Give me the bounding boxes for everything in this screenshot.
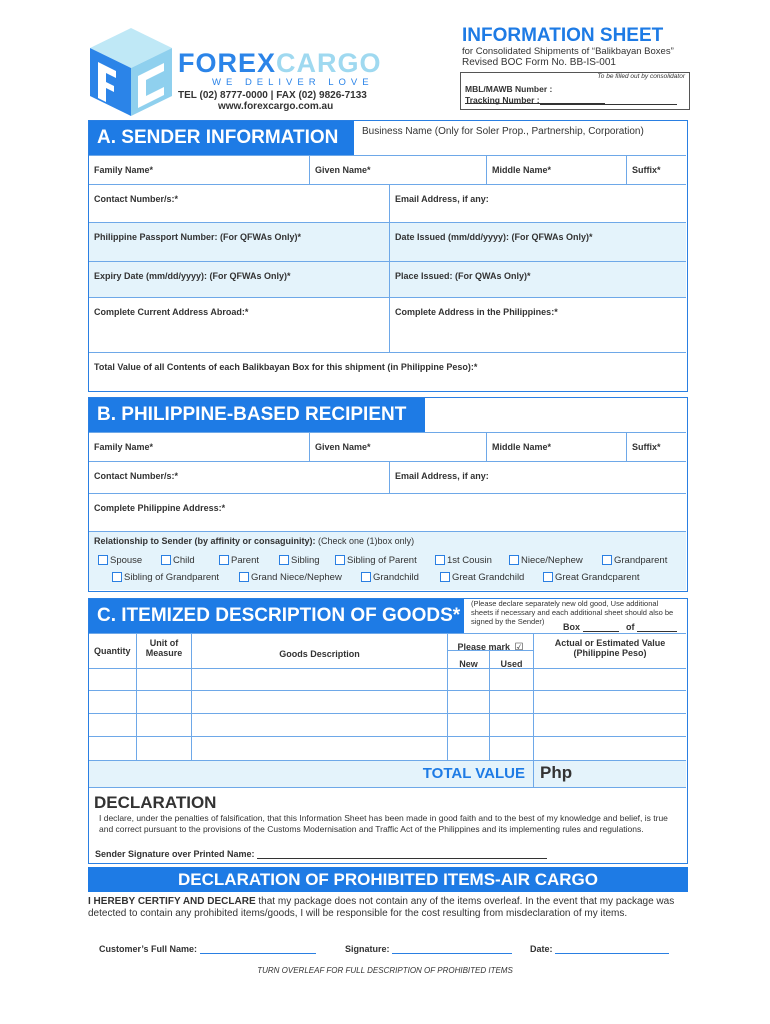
table-cell[interactable] xyxy=(192,737,448,761)
checkbox-icon[interactable] xyxy=(435,555,445,565)
brand-forex: FOREX xyxy=(178,48,277,78)
label: Measure xyxy=(145,648,183,658)
checkbox-sibling-of-grandparent[interactable] xyxy=(112,572,219,583)
goods-section-title: C. ITEMIZED DESCRIPTION OF GOODS* xyxy=(89,599,464,633)
label: Date Issued (mm/dd/yyyy): (For QFWAs Only)* xyxy=(395,232,593,242)
option-label: Spouse xyxy=(110,555,143,566)
tracking-label: Tracking Number : xyxy=(465,95,540,105)
label: Goods Description xyxy=(279,649,360,659)
label: Middle Name* xyxy=(492,442,552,452)
recipient-family-name[interactable] xyxy=(89,432,310,462)
sender-expiry[interactable] xyxy=(89,262,390,298)
table-cell[interactable] xyxy=(448,691,490,714)
checkbox-icon[interactable] xyxy=(279,555,289,565)
recipient-contact[interactable] xyxy=(89,462,390,494)
col-quantity xyxy=(89,633,137,669)
sender-contact[interactable] xyxy=(89,185,390,223)
subtitle-line-2: Revised BOC Form No. BB-IS-001 xyxy=(462,57,616,68)
label: Email Address, if any: xyxy=(395,471,489,481)
recipient-address[interactable] xyxy=(89,494,686,532)
option-label: Sibling xyxy=(291,555,320,566)
label: Complete Current Address Abroad:* xyxy=(94,307,249,317)
relationship-label: Relationship to Sender (by affinity or consaguinity): xyxy=(94,536,316,546)
label: Expiry Date (mm/dd/yyyy): (For QFWAs Only)* xyxy=(94,271,291,281)
table-cell[interactable] xyxy=(89,691,137,714)
option-label: Sibling of Parent xyxy=(347,555,417,566)
checkbox-sibling-of-parent[interactable] xyxy=(335,555,417,566)
sender-section-title: A. SENDER INFORMATION xyxy=(89,121,354,155)
prohibited-title: DECLARATION OF PROHIBITED ITEMS-AIR CARGO xyxy=(88,867,688,892)
checkbox-icon[interactable] xyxy=(361,572,371,582)
table-cell[interactable] xyxy=(534,691,686,714)
checkbox-great-grandchild[interactable] xyxy=(440,572,524,583)
label: (Philippine Peso) xyxy=(573,648,647,658)
checkbox-icon[interactable] xyxy=(98,555,108,565)
label: Family Name* xyxy=(94,442,154,452)
label: Used xyxy=(500,659,523,669)
tracking-field[interactable] xyxy=(465,95,677,105)
sender-address-abroad[interactable] xyxy=(89,298,390,353)
date-field[interactable] xyxy=(530,944,669,954)
table-cell[interactable] xyxy=(137,669,192,691)
table-cell[interactable] xyxy=(137,691,192,714)
table-cell[interactable] xyxy=(534,714,686,737)
recipient-email[interactable] xyxy=(390,462,686,494)
prohibited-body: that my package does not contain any of the items overleaf. In the event that my package was detected to contain any prohibited items/goods, I will be responsible for the cost resulting from misdeclaration of my items. xyxy=(88,896,675,919)
col-unit xyxy=(137,633,192,669)
label: Place Issued: (For QWAs Only)* xyxy=(395,271,531,281)
checkbox-icon[interactable] xyxy=(335,555,345,565)
table-cell[interactable] xyxy=(89,737,137,761)
tagline: WE DELIVER LOVE xyxy=(212,77,374,88)
table-cell[interactable] xyxy=(490,714,534,737)
table-cell[interactable] xyxy=(192,691,448,714)
checkbox-parent[interactable] xyxy=(219,555,259,566)
table-cell[interactable] xyxy=(89,714,137,737)
sender-total-value[interactable] xyxy=(89,353,686,390)
goods-section xyxy=(88,598,688,864)
label: Unit of xyxy=(149,638,179,648)
prohibited-text xyxy=(88,896,688,920)
option-label: Parent xyxy=(231,555,259,566)
table-cell[interactable] xyxy=(192,669,448,691)
label: Total Value of all Contents of each Balikbayan Box for this shipment (in Philippine Peso):* xyxy=(94,362,478,372)
col-please-mark xyxy=(448,633,534,651)
option-label: Grand Niece/Nephew xyxy=(251,572,342,583)
of-label: of xyxy=(626,622,635,632)
sender-middle-name[interactable] xyxy=(487,155,627,185)
checkbox-icon[interactable] xyxy=(219,555,229,565)
col-value xyxy=(534,633,686,669)
page-subtitle xyxy=(462,46,674,68)
recipient-middle-name[interactable] xyxy=(487,432,627,462)
sender-signature-field[interactable] xyxy=(95,849,547,859)
sender-suffix[interactable] xyxy=(627,155,686,185)
checkbox-grandchild[interactable] xyxy=(361,572,419,583)
total-value-field[interactable] xyxy=(534,761,686,788)
contact-phone: TEL (02) 8777-0000 | FAX (02) 9826-7133 xyxy=(178,90,367,101)
footer-note: TURN OVERLEAF FOR FULL DESCRIPTION OF PROHIBITED ITEMS xyxy=(257,966,513,975)
relationship-hint: (Check one (1)box only) xyxy=(318,536,415,546)
checkbox-icon[interactable] xyxy=(239,572,249,582)
checkbox-sibling[interactable] xyxy=(279,555,320,566)
col-description xyxy=(192,633,448,669)
business-name-field[interactable]: Business Name (Only for Soler Prop., Partnership, Corporation) xyxy=(362,126,644,137)
table-cell[interactable] xyxy=(448,714,490,737)
subtitle-line-1: for Consolidated Shipments of “Balikbayan Boxes” xyxy=(462,46,674,57)
customer-name-label: Customer’s Full Name: xyxy=(99,944,198,954)
signature-label: Signature: xyxy=(345,944,390,954)
option-label: Sibling of Grandparent xyxy=(124,572,220,583)
label: Quantity xyxy=(94,646,131,656)
checkbox-grandparent[interactable] xyxy=(602,555,667,566)
label: Given Name* xyxy=(315,442,371,452)
sender-passport[interactable] xyxy=(89,223,390,262)
table-cell[interactable] xyxy=(534,737,686,761)
checkbox-icon[interactable] xyxy=(602,555,612,565)
option-label: Great Grandcparent xyxy=(555,572,640,583)
label: Suffix* xyxy=(632,165,661,175)
declaration-title: DECLARATION xyxy=(94,793,217,812)
checkbox-icon[interactable] xyxy=(509,555,519,565)
table-cell[interactable] xyxy=(192,714,448,737)
page-title: INFORMATION SHEET xyxy=(462,25,664,46)
table-cell[interactable] xyxy=(490,737,534,761)
label: Family Name* xyxy=(94,165,154,175)
recipient-given-name[interactable] xyxy=(310,432,487,462)
checkbox-spouse[interactable] xyxy=(98,555,142,566)
label: New xyxy=(459,659,478,669)
goods-note: (Please declare separately new old good, Use additional sheets if necessary and each additional sheet should also be signed by the Sender) xyxy=(471,599,674,626)
label: Suffix* xyxy=(632,442,661,452)
total-value-label xyxy=(89,761,534,788)
website-link[interactable]: www.forexcargo.com.au xyxy=(218,101,334,112)
label: Please mark xyxy=(457,642,511,652)
recipient-section-title: B. PHILIPPINE-BASED RECIPIENT xyxy=(89,398,425,432)
table-cell[interactable] xyxy=(448,669,490,691)
sender-section xyxy=(88,120,688,392)
consolidator-note: To be filled out by consolidator xyxy=(597,73,685,80)
option-label: Great Grandchild xyxy=(452,572,525,583)
label: Actual or Estimated Value xyxy=(554,638,666,648)
label: Complete Philippine Address:* xyxy=(94,503,226,513)
checkmark-icon: ☑ xyxy=(514,642,524,653)
checkbox-icon[interactable] xyxy=(112,572,122,582)
date-label: Date: xyxy=(530,944,553,954)
sender-family-name[interactable] xyxy=(89,155,310,185)
label: TOTAL VALUE xyxy=(422,765,525,782)
table-cell[interactable] xyxy=(137,714,192,737)
col-used xyxy=(490,651,534,669)
option-label: Child xyxy=(173,555,195,566)
option-label: Niece/Nephew xyxy=(521,555,583,566)
currency-label: Php xyxy=(540,763,573,782)
table-cell[interactable] xyxy=(137,737,192,761)
signature-field[interactable] xyxy=(345,944,512,954)
label: Contact Number/s:* xyxy=(94,471,179,481)
label: Given Name* xyxy=(315,165,371,175)
checkbox-child[interactable] xyxy=(161,555,195,566)
sender-given-name[interactable] xyxy=(310,155,487,185)
box-label: Box xyxy=(563,622,581,632)
table-cell[interactable] xyxy=(534,669,686,691)
option-label: 1st Cousin xyxy=(447,555,492,566)
company-logo xyxy=(86,26,176,118)
option-label: Grandchild xyxy=(373,572,419,583)
sender-email[interactable] xyxy=(390,185,686,223)
option-label: Grandparent xyxy=(614,555,668,566)
sender-address-ph[interactable] xyxy=(390,298,686,353)
signature-label: Sender Signature over Printed Name: xyxy=(95,849,255,859)
checkbox-icon[interactable] xyxy=(543,572,553,582)
prohibited-lead: I HEREBY CERTIFY AND DECLARE xyxy=(88,896,256,907)
table-cell[interactable] xyxy=(490,669,534,691)
brand-cargo: CARGO xyxy=(276,48,382,78)
mbl-label: MBL/MAWB Number : xyxy=(465,84,553,94)
sender-place-issued[interactable] xyxy=(390,262,686,298)
checkbox-great-grandparent[interactable] xyxy=(543,572,640,583)
label: Email Address, if any: xyxy=(395,194,489,204)
table-cell[interactable] xyxy=(89,669,137,691)
label: Middle Name* xyxy=(492,165,552,175)
checkbox-1st-cousin[interactable] xyxy=(435,555,492,566)
checkbox-icon[interactable] xyxy=(161,555,171,565)
box-count-field[interactable] xyxy=(563,622,677,632)
checkbox-grand-niece-nephew[interactable] xyxy=(239,572,342,583)
label: Philippine Passport Number: (For QFWAs Only)* xyxy=(94,232,302,242)
checkbox-niece-nephew[interactable] xyxy=(509,555,583,566)
consolidator-box xyxy=(460,72,690,110)
table-cell[interactable] xyxy=(448,737,490,761)
checkbox-icon[interactable] xyxy=(440,572,450,582)
customer-name-field[interactable] xyxy=(99,944,316,954)
label: Complete Address in the Philippines:* xyxy=(395,307,558,317)
label: Contact Number/s:* xyxy=(94,194,179,204)
col-new xyxy=(448,651,490,669)
recipient-suffix[interactable] xyxy=(627,432,686,462)
table-cell[interactable] xyxy=(490,691,534,714)
sender-date-issued[interactable] xyxy=(390,223,686,262)
declaration-text: I declare, under the penalties of falsification, that this Information Sheet has been made in good faith and to the best of my knowledge and belief, is true and correct pursuant to the provisions of the Customs Modernisation and Traffic Act of the Philippines and its implementing rules and regulations. xyxy=(99,813,668,834)
brand-name xyxy=(178,48,382,79)
